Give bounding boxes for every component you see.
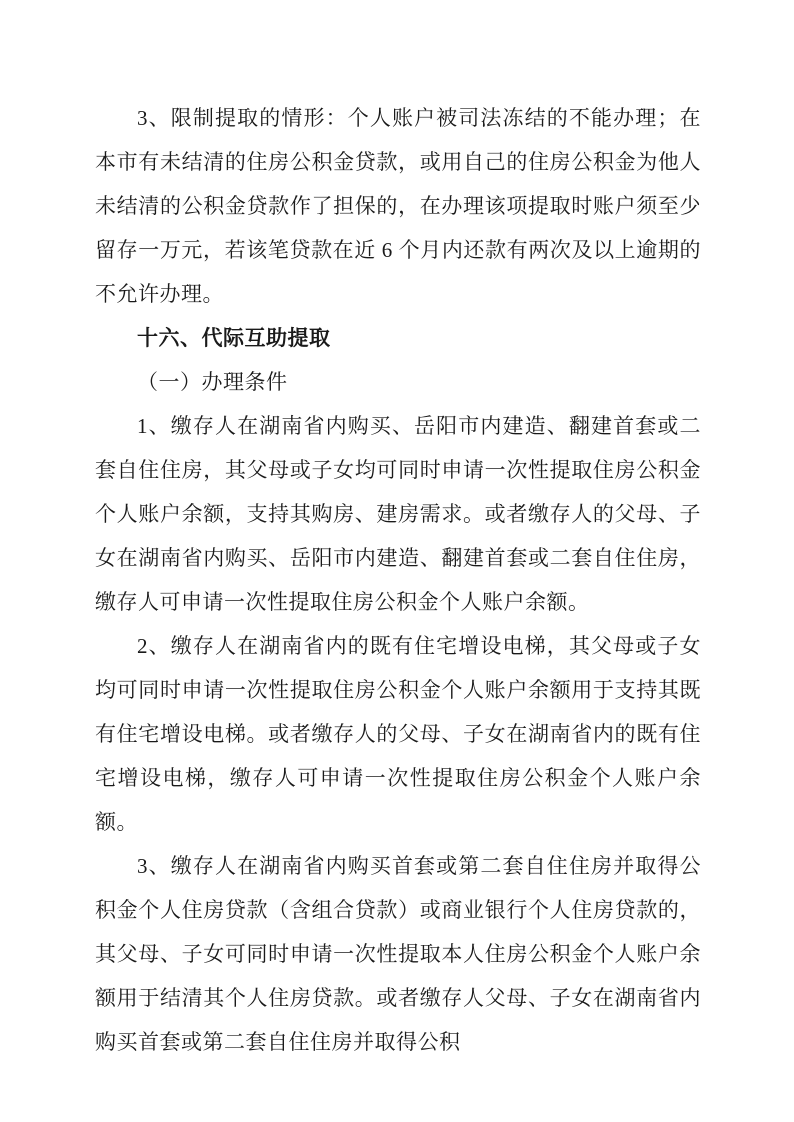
paragraph-condition-2-elevator-installation: 2、缴存人在湖南省内的既有住宅增设电梯，其父母或子女均可同时申请一次性提取住房公积金个人账户余额用于支持其既有住宅增设电梯。或者缴存人的父母、子女在湖南省内的既有住宅增设电梯，缴存人可申请一次性提取住房公积金个人账户余额。 — [95, 634, 701, 834]
paragraph-condition-3-loan-settlement: 3、缴存人在湖南省内购买首套或第二套自住住房并取得公积金个人住房贷款（含组合贷款）或商业银行个人住房贷款的，其父母、子女可同时申请一次性提取本人住房公积金个人账户余额用于结清其个人住房贷款。或者缴存人父母、子女在湖南省内购买首套或第二套自住住房并取得公积 — [95, 854, 701, 1054]
paragraph-condition-1-home-purchase: 1、缴存人在湖南省内购买、岳阳市内建造、翻建首套或二套自住住房，其父母或子女均可同时申请一次性提取住房公积金个人账户余额，支持其购房、建房需求。或者缴存人的父母、子女在湖南省内购买、岳阳市内建造、翻建首套或二套自住住房，缴存人可申请一次性提取住房公积金个人账户余额。 — [95, 414, 701, 614]
section-heading-intergenerational-withdrawal: 十六、代际互助提取 — [137, 326, 331, 350]
document-body — [95, 96, 701, 1064]
subsection-heading-conditions: （一）办理条件 — [137, 370, 288, 394]
paragraph-withdrawal-restrictions: 3、限制提取的情形：个人账户被司法冻结的不能办理；在本市有未结清的住房公积金贷款，或用自己的住房公积金为他人未结清的公积金贷款作了担保的，在办理该项提取时账户须至少留存一万元，若该笔贷款在近 6 个月内还款有两次及以上逾期的不允许办理。 — [95, 106, 701, 306]
